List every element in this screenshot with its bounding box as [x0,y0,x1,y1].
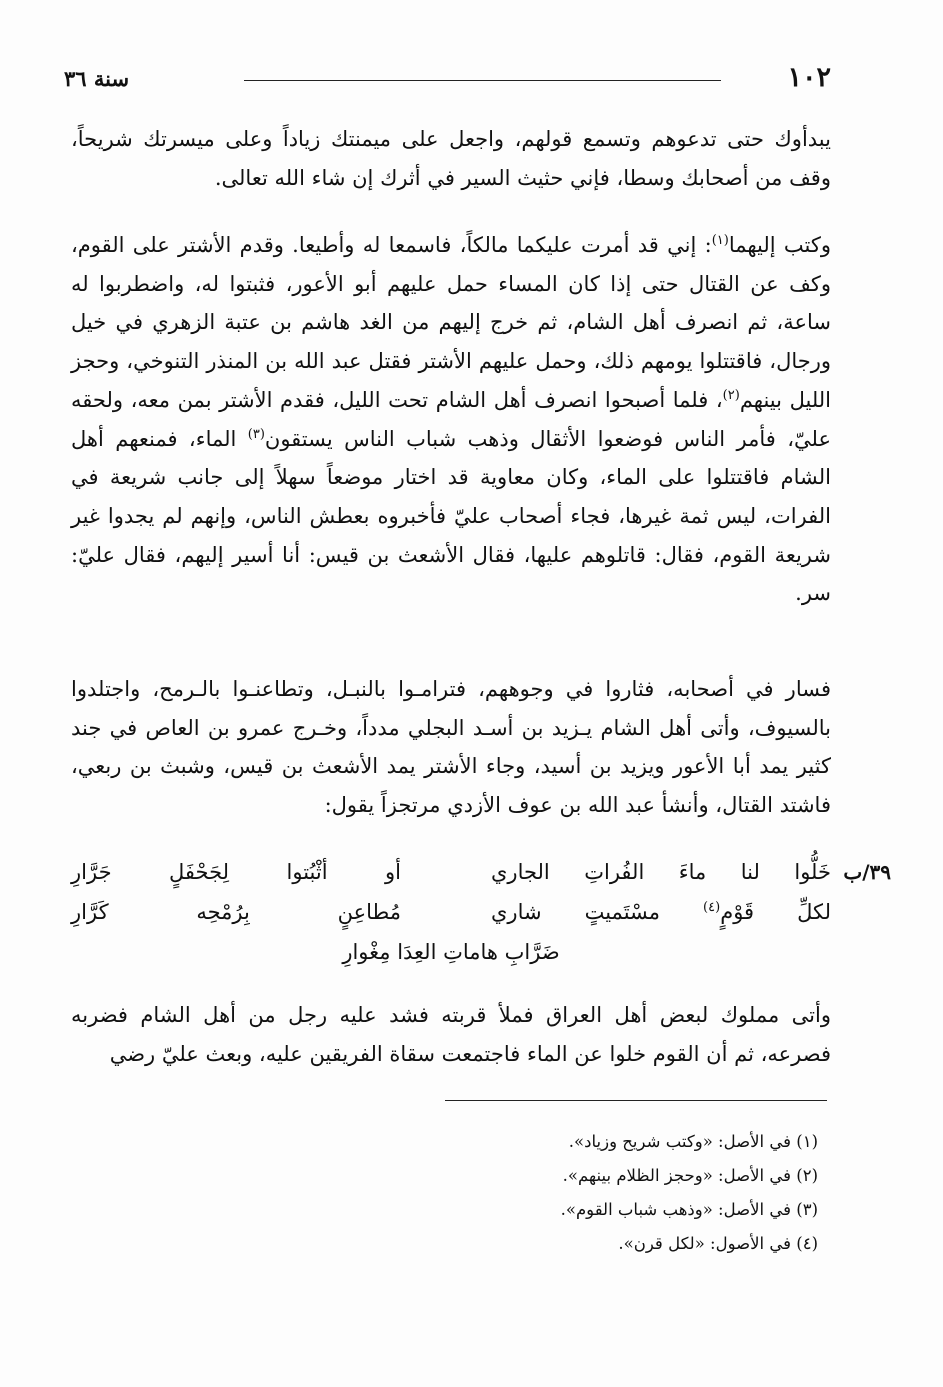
verse-3-line: ضَرَّابِ هاماتِ العِدَا مِغْوارِ [342,940,560,964]
paragraph-1: يبدأوك حتى تدعوهم وتسمع قولهم، واجعل على ميمنتك زياداً وعلى ميسرتك شريحاً، وقف من أصحابك وسطا، فإني حثيث السير في أثرك إن شاء الله تعالى. [71,127,831,190]
footnotes [358,1125,818,1261]
paragraph-4: وأتى مملوك لبعض أهل العراق فملأ قربته فشد عليه رجل من أهل الشام فضربه فصرعه، ثم أن القوم خلوا عن الماء فاجتمعت سقاة الفريقين عليه، وبعث عليّ رضي [71,1003,831,1066]
paragraph-2-text-b: : إني قد أمرت عليكما مالكاً، فاسمعا له وأطيعا. وقدم الأشتر على القوم، وكف عن القتال حتى إذا كان المساء حمل عليهم أبو الأعور، فثبتوا له، واضطربوا له ساعة، ثم انصرف أهل الشام، ثم خرج إليهم من الغد هاشم بن عتبة الزهري في خيل ورجال، فاقتتلوا يومهم ذلك، وحمل عليهم الأشتر فقتل عبد الله بن المنذر التنوخي، وحجز الليل بينهم [71,233,832,412]
poem-verse-3 [71,940,831,976]
footnote-ref-2: (٢) [722,387,740,403]
footnote-ref-3: (٣) [247,426,265,442]
year-heading: سنة ٣٦ [64,66,130,91]
footnote-1: (١) في الأصل: «وكتب شريح وزياد». [568,1132,818,1151]
verse-1-second-hemistich: أو أثْبُتوا لِجَحْفَلٍ جَرَّارِ [71,860,401,884]
header-rule [244,80,721,81]
verse-2-text-b: مسْتَميتٍ شاري [491,900,704,924]
footnote-ref-1: (١) [711,233,729,248]
footnote-4: (٤) في الأصول: «لكل قرن». [618,1234,818,1253]
page-header [64,60,831,100]
page-number: ١٠٢ [787,62,831,93]
verse-2-second-hemistich: مُطاعِنٍ بِرُمْحِه كَرَّارِ [71,900,401,924]
verse-1-first-hemistich: خَلُّوا لنا ماءَ الفُراتِ الجاري [491,860,831,884]
poem-block [71,858,891,978]
paragraph-3: فسار في أصحابه، فثاروا في وجوههم، فترامـوا بالنبـل، وتطاعنـوا بالـرمح، واجتلدوا بالسيوف، وأتى أهل الشام يـزيد بن أسـد البجلي مدداً، وخـرج عمرو بن العاص في جند كثير يمد أبا الأعور ويزيد بن أسيد، وجاء الأشتر يمد الأشعث بن قيس، وشبث بن ربعي، فاشتد القتال، وأنشأ عبد الله بن عوف الأزدي مرتجزاً يقول: [71,677,831,818]
poem-verse-1 [71,860,891,896]
paragraph-2-text-c: ، فلما أصبحوا انصرف أهل الشام تحت الليل، فقدم الأشتر بمن معه، ولحقه عليّ، فأمر الناس فوضعوا الأثقال وذهب شباب الناس يستقون [71,387,831,451]
footnote-3: (٣) في الأصل: «وذهب شباب القوم». [560,1200,818,1219]
paragraph-2-text-d: الماء، فمنعهم أهل الشام فاقتتلوا على الماء، وكان معاوية قد اختار موضعاً سهلاً إلى جانب شريعة في الفرات، ليس ثمة غيرها، فجاء أصحاب عليّ فأخبروه بعطش الناس، وإنهم لم يجدوا غير شريعة القوم، فقال: قاتلوهم عليها، فقال الأشعث بن قيس: أنا أسير إليهم، فقال عليّ: سر. [71,426,831,606]
footnote-2: (٢) في الأصل: «وحجز الظلام بينهم». [562,1166,818,1185]
poem-verse-2 [71,900,831,936]
paragraph-2-text-a: وكتب إليهما [728,233,832,257]
verse-2-first-hemistich [491,900,831,924]
footnote-ref-4: (٤) [703,900,721,915]
folio-marker: ٣٩/ب [843,860,891,884]
verse-2-text-a: لكلِّ قَوْمٍ [720,900,832,924]
paragraph-2 [71,226,831,613]
footnote-rule [445,1100,827,1101]
